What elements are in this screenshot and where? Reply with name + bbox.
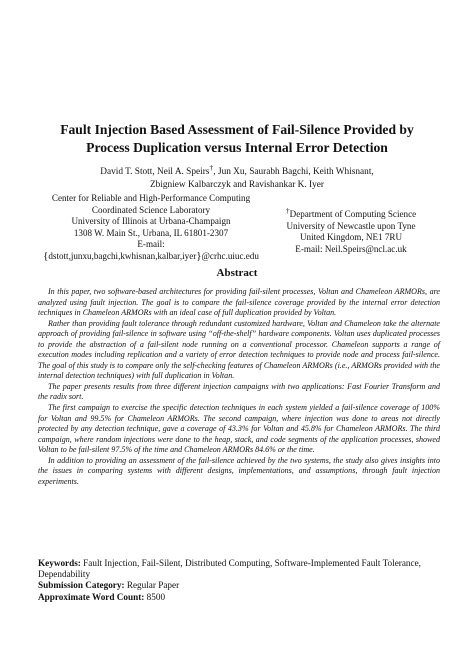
abstract-paragraph: In addition to providing an assessment of the fail-silence achieved by the two systems, the study also gives insights into the issues in comparing systems with different designs, implementations, and assumptions, through fault injection experiments. xyxy=(38,455,440,486)
authors-line-2: Zbigniew Kalbarczyk and Ravishankar K. Iyer xyxy=(150,180,324,191)
author-list xyxy=(30,161,444,192)
title-line-2: Process Duplication versus Internal Error Detection xyxy=(86,140,388,155)
paper-title xyxy=(30,121,444,157)
email-domain: @crhc.uiuc.edu xyxy=(201,250,259,261)
keywords-value: Fault Injection, Fail-Silent, Distributed Computing, Software-Implemented Fault Tolerance, Dependability xyxy=(38,558,421,580)
word-count xyxy=(38,592,440,603)
affil-right-line-2: University of Newcastle upon Tyne xyxy=(286,220,416,231)
paper-metadata xyxy=(38,558,440,603)
affil-right-line-1 xyxy=(262,205,440,221)
abstract-paragraph: The paper presents results from three different injection campaigns with two applications: Fast Fourier Transform and the radix sort. xyxy=(38,381,440,402)
abstract-paragraph: In this paper, two software-based architectures for providing fail-silent processes, Voltan and Chameleon ARMORs, are analyzed using fault injection. The goal is to compare the fail-silence coverage provided by the internal error detection techniques in Chameleon ARMORs with an ideal case of full duplication provided by Voltan. xyxy=(38,287,440,318)
keywords-label: Keywords: xyxy=(38,558,81,568)
affil-left-email xyxy=(20,251,282,263)
affil-left-line-3: University of Illinois at Urbana-Champaign xyxy=(71,216,231,226)
affil-left-line-1: Center for Reliable and High-Performance Computing xyxy=(51,193,251,203)
affil-right-line-3: United Kingdom, NE1 7RU xyxy=(299,232,403,243)
affiliation-newcastle xyxy=(262,205,440,255)
keywords xyxy=(38,558,440,580)
wordcount-value: 8500 xyxy=(144,591,166,602)
submission-label: Submission Category: xyxy=(38,580,125,591)
affiliation-illinois xyxy=(20,193,282,262)
dagger-mark-right: † xyxy=(285,206,290,215)
abstract-body xyxy=(38,287,440,487)
affil-right-line-1-text: Department of Computing Science xyxy=(289,209,417,220)
abstract-paragraph: The first campaign to exercise the specific detection techniques in each system yielded a fail-silence coverage of 100% for Voltan and 99.5% for Chameleon ARMORs. The second campaign, where injection was done to areas not directly protected by any detection technique, gave a coverage of 43.3% for Voltan and 45.8% for Chameleon ARMORs. The third campaign, where random injections were done to the heap, stack, and code segments of the application processes, showed Voltan to be fail-silent 97.5% of the time and Chameleon ARMORs 84.6% or the time. xyxy=(38,403,440,455)
email-brace-open: { xyxy=(43,249,49,262)
authors-line-1-a: David T. Stott, Neil A. Speirs xyxy=(100,167,210,178)
submission-value: Regular Paper xyxy=(124,580,180,591)
affil-right-line-4: E-mail: Neil.Speirs@ncl.ac.uk xyxy=(295,243,407,254)
authors-line-1 xyxy=(30,161,444,179)
abstract-paragraph: Rather than providing fault tolerance through redundant customized hardware, Voltan and Chameleon take the alternate approach of providing fail-silence in software using “off-the-shelf” hardware components. Voltan uses duplicated processes to provide the abstraction of a fail-silent node running on a conventional processor. Chameleon supports a range of execution modes including replication and a variety of error detection techniques to provide node and process fail-silence. The goal of this study is to compare only the self-checking features of Chameleon ARMORs (i.e., ARMORs provided with the internal detection techniques) with full duplication in Voltan. xyxy=(38,318,440,381)
title-line-1: Fault Injection Based Assessment of Fail-Silence Provided by xyxy=(60,122,414,137)
email-names: dstott,junxu,bagchi,kwhisnan,kalbar,iyer xyxy=(48,250,197,261)
affil-left-line-2: Coordinated Science Laboratory xyxy=(91,204,211,215)
affil-left-line-4: 1308 W. Main St., Urbana, IL 61801-2307 xyxy=(73,227,229,238)
abstract-heading: Abstract xyxy=(216,267,258,279)
authors-line-1-b: , Jun Xu, Saurabh Bagchi, Keith Whisnant, xyxy=(213,167,374,178)
email-brace-close: } xyxy=(196,249,202,262)
dagger-mark: † xyxy=(209,163,214,172)
wordcount-label: Approximate Word Count: xyxy=(38,591,145,602)
affil-left-line-5: E-mail: xyxy=(137,239,165,249)
submission-category xyxy=(38,580,440,591)
